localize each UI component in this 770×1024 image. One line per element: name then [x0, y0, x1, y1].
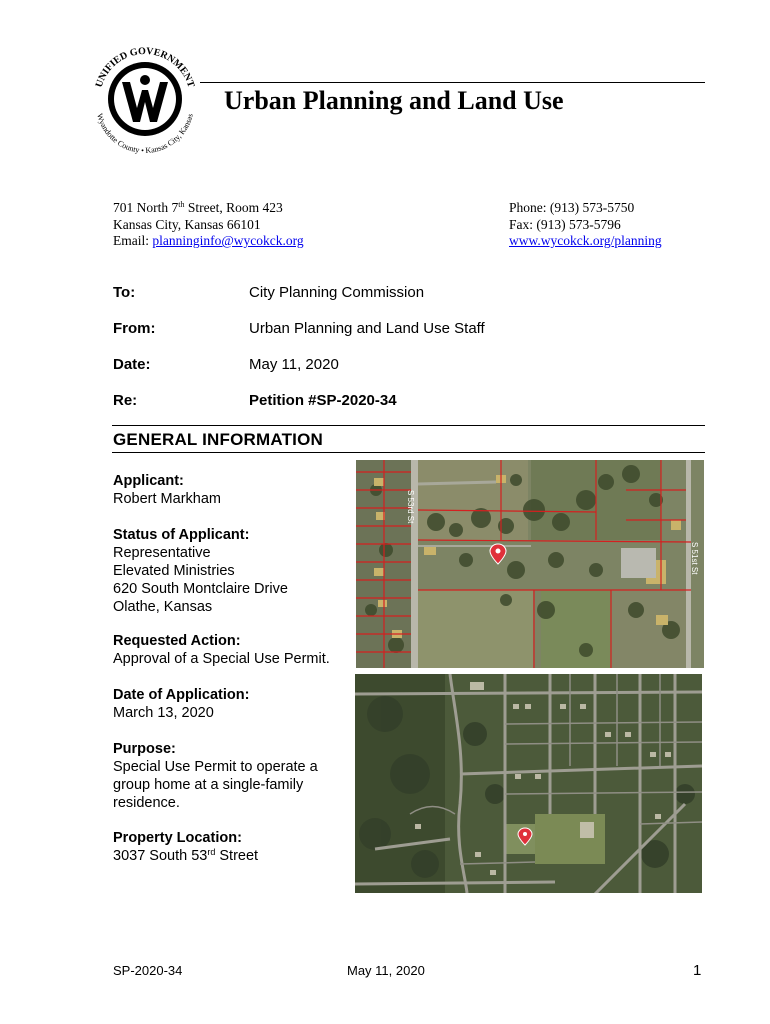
- location-block: [113, 829, 258, 865]
- status-label: Status of Applicant:: [113, 527, 250, 543]
- to-value: City Planning Commission: [249, 284, 425, 301]
- footer-petition: SP-2020-34: [113, 963, 183, 978]
- address-line-1: 701 North 7th Street, Room 423: [113, 200, 283, 215]
- purpose-block: [113, 740, 318, 812]
- title-rule: [200, 82, 705, 83]
- status-line: Representative: [113, 545, 211, 561]
- phone-line: Phone: (913) 573-5750: [509, 200, 635, 215]
- purpose-line: Special Use Permit to operate a: [113, 759, 318, 775]
- email-line: Email: planninginfo@wycokck.org: [113, 233, 304, 248]
- street-label-53rd: S 53rd St: [406, 490, 415, 524]
- date-label: Date:: [113, 356, 151, 373]
- action-label: Requested Action:: [113, 633, 241, 649]
- fax-line: Fax: (913) 573-5796: [509, 216, 621, 232]
- address-line-2: Kansas City, Kansas 66101: [113, 216, 261, 232]
- from-label: From:: [113, 320, 156, 337]
- action-block: [113, 632, 330, 668]
- phone-block: [509, 200, 662, 250]
- re-value: Petition #SP-2020-34: [249, 392, 397, 409]
- section-title: GENERAL INFORMATION: [113, 430, 323, 449]
- parcel-aerial-map: [356, 460, 704, 668]
- website-link[interactable]: www.wycokck.org/planning: [509, 233, 662, 248]
- status-line: Elevated Ministries: [113, 563, 235, 579]
- section-rule-top: [112, 425, 705, 426]
- status-line: 620 South Montclaire Drive: [113, 581, 288, 597]
- svg-text:UNIFIED GOVERNMENT: UNIFIED GOVERNMENT: [93, 45, 197, 89]
- purpose-line: residence.: [113, 795, 180, 811]
- unified-government-logo: [86, 40, 204, 158]
- applicant-block: [113, 472, 221, 508]
- date-application-label: Date of Application:: [113, 687, 250, 703]
- footer-date: May 11, 2020: [347, 963, 425, 978]
- street-label-51st: S 51st St: [690, 542, 699, 575]
- purpose-label: Purpose:: [113, 741, 176, 757]
- svg-text:Wyandotte County • Kansas City: Wyandotte County • Kansas City, Kansas: [95, 112, 195, 156]
- re-label: Re:: [113, 392, 138, 409]
- date-application-value: March 13, 2020: [113, 705, 214, 721]
- to-label: To:: [113, 284, 136, 301]
- location-value: 3037 South 53rd Street: [113, 847, 259, 864]
- status-line: Olathe, Kansas: [113, 599, 213, 615]
- area-aerial-map: [355, 674, 702, 893]
- location-label: Property Location:: [113, 830, 242, 846]
- email-link[interactable]: planninginfo@wycokck.org: [152, 233, 304, 248]
- section-rule-bottom: [112, 452, 705, 453]
- applicant-value: Robert Markham: [113, 491, 221, 507]
- action-value: Approval of a Special Use Permit.: [113, 651, 330, 667]
- address-block: [113, 200, 304, 250]
- date-application-block: [113, 686, 249, 722]
- purpose-line: group home at a single-family: [113, 777, 304, 793]
- from-value: Urban Planning and Land Use Staff: [249, 320, 485, 337]
- page-title: Urban Planning and Land Use: [224, 86, 564, 115]
- date-value: May 11, 2020: [249, 356, 339, 373]
- status-block: [113, 526, 288, 616]
- page-number: 1: [693, 962, 702, 979]
- applicant-label: Applicant:: [113, 473, 184, 489]
